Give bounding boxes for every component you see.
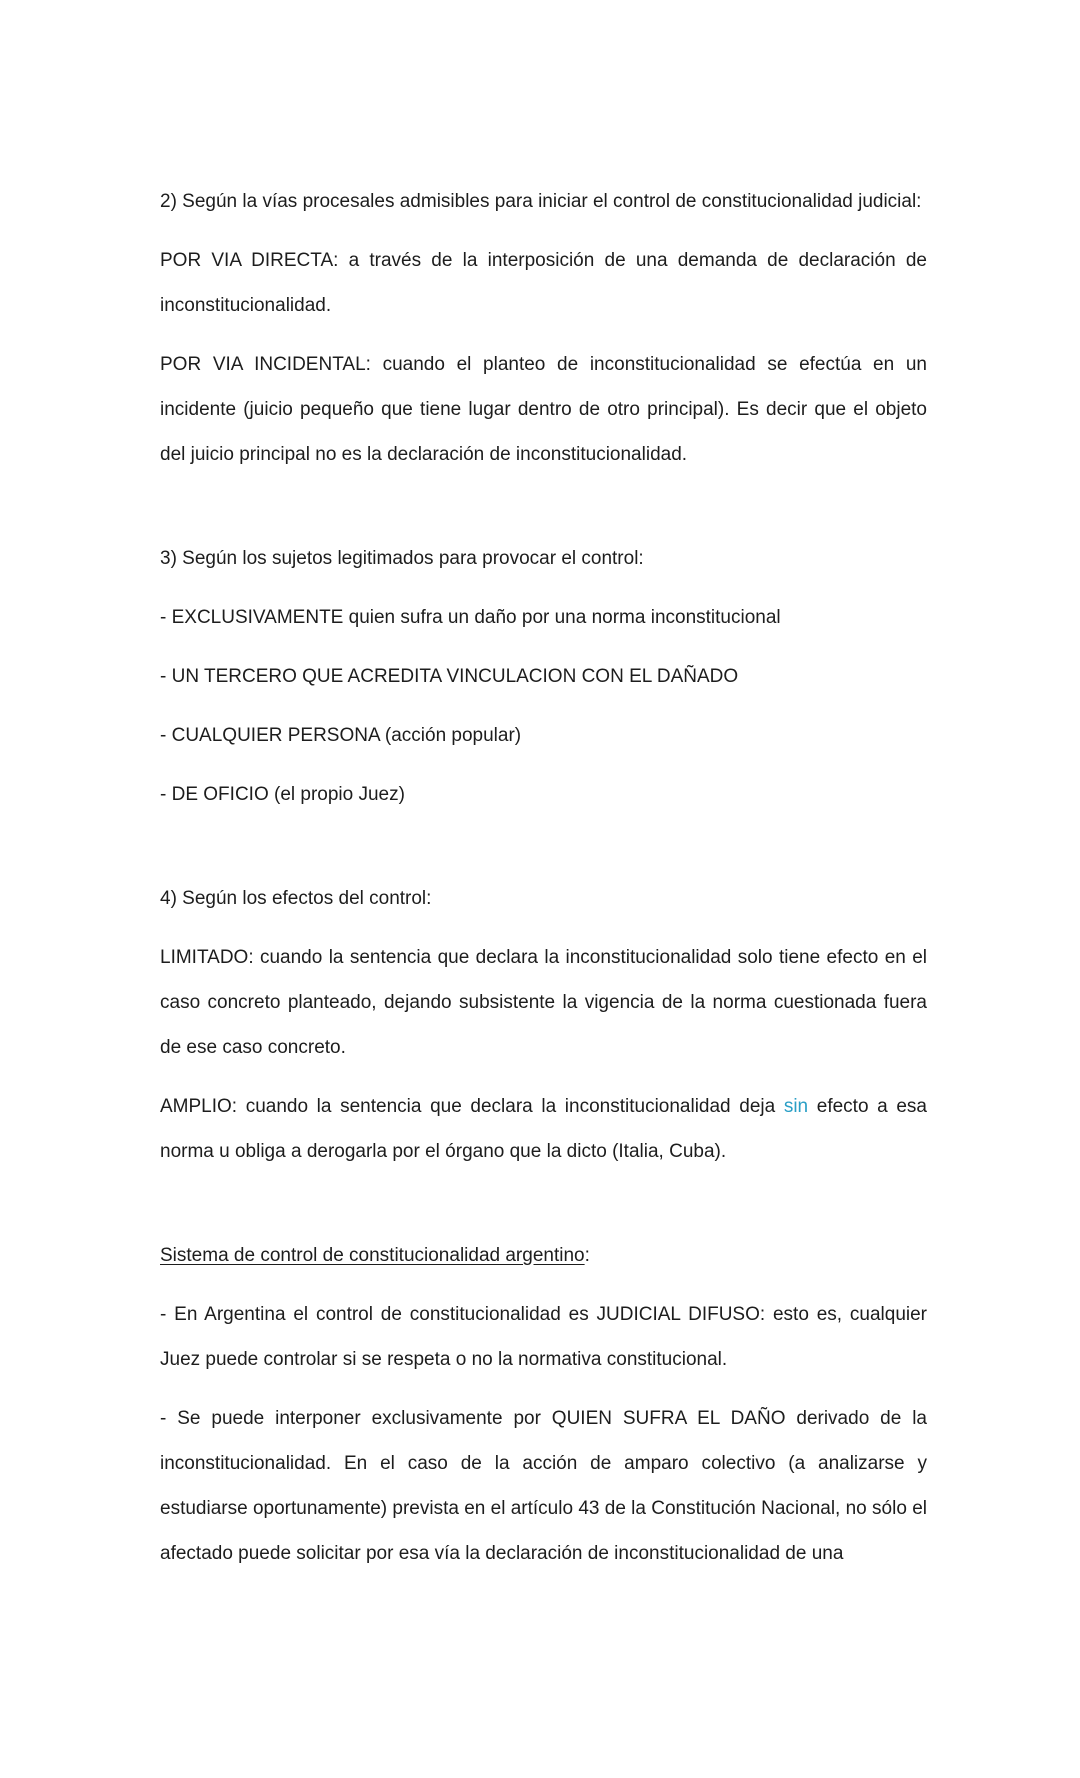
section-3-title: 3) Según los sujetos legitimados para provocar el control: xyxy=(160,548,644,569)
sistema-heading xyxy=(160,1233,927,1278)
quien-sufra-paragraph: - Se puede interponer exclusivamente por QUIEN SUFRA EL DAÑO derivado de la inconstitucionalidad. En el caso de la acción de amparo colectivo (a analizarse y estudiarse oportunamente) prevista en el artículo 43 de la Constitución Nacional, no sólo el afectado puede solicitar por esa vía la declaración de inconstitucionalidad de una xyxy=(160,1408,927,1564)
judicial-difuso-paragraph: - En Argentina el control de constitucionalidad es JUDICIAL DIFUSO: esto es, cualquier Juez puede controlar si se respeta o no la normativa constitucional. xyxy=(160,1304,927,1370)
limitado-paragraph: LIMITADO: cuando la sentencia que declara la inconstitucionalidad solo tiene efecto en el caso concreto planteado, dejando subsistente la vigencia de la norma cuestionada fuera de ese caso concreto. xyxy=(160,947,927,1058)
legitimados-item: - DE OFICIO (el propio Juez) xyxy=(160,784,405,805)
via-directa-paragraph: POR VIA DIRECTA: a través de la interposición de una demanda de declaración de inconstitucionalidad. xyxy=(160,250,927,316)
section-4-title: 4) Según los efectos del control: xyxy=(160,888,432,909)
sistema-heading-colon: : xyxy=(584,1245,590,1266)
amplio-text-start: AMPLIO: cuando la sentencia que declara la inconstitucionalidad deja xyxy=(160,1096,784,1117)
document-body xyxy=(160,179,927,1576)
section-2-title: 2) Según la vías procesales admisibles para iniciar el control de constitucionalidad judicial: xyxy=(160,191,922,212)
amplio-text-end: efecto a esa norma u obliga a derogarla por el órgano que la dicto (Italia, Cuba). xyxy=(160,1096,927,1162)
amplio-paragraph xyxy=(160,1084,927,1174)
sistema-heading-text: Sistema de control de constitucionalidad argentino xyxy=(160,1245,585,1266)
via-incidental-paragraph: POR VIA INCIDENTAL: cuando el planteo de inconstitucionalidad se efectúa en un incidente (juicio pequeño que tiene lugar dentro de otro principal). Es decir que el objeto del juicio principal no es la declaración de inconstitucionalidad. xyxy=(160,354,927,465)
highlighted-word: sin xyxy=(783,1096,809,1117)
legitimados-item: - EXCLUSIVAMENTE quien sufra un daño por una norma inconstitucional xyxy=(160,607,781,628)
legitimados-item: - CUALQUIER PERSONA (acción popular) xyxy=(160,725,522,746)
legitimados-item: - UN TERCERO QUE ACREDITA VINCULACION CON EL DAÑADO xyxy=(160,666,739,687)
